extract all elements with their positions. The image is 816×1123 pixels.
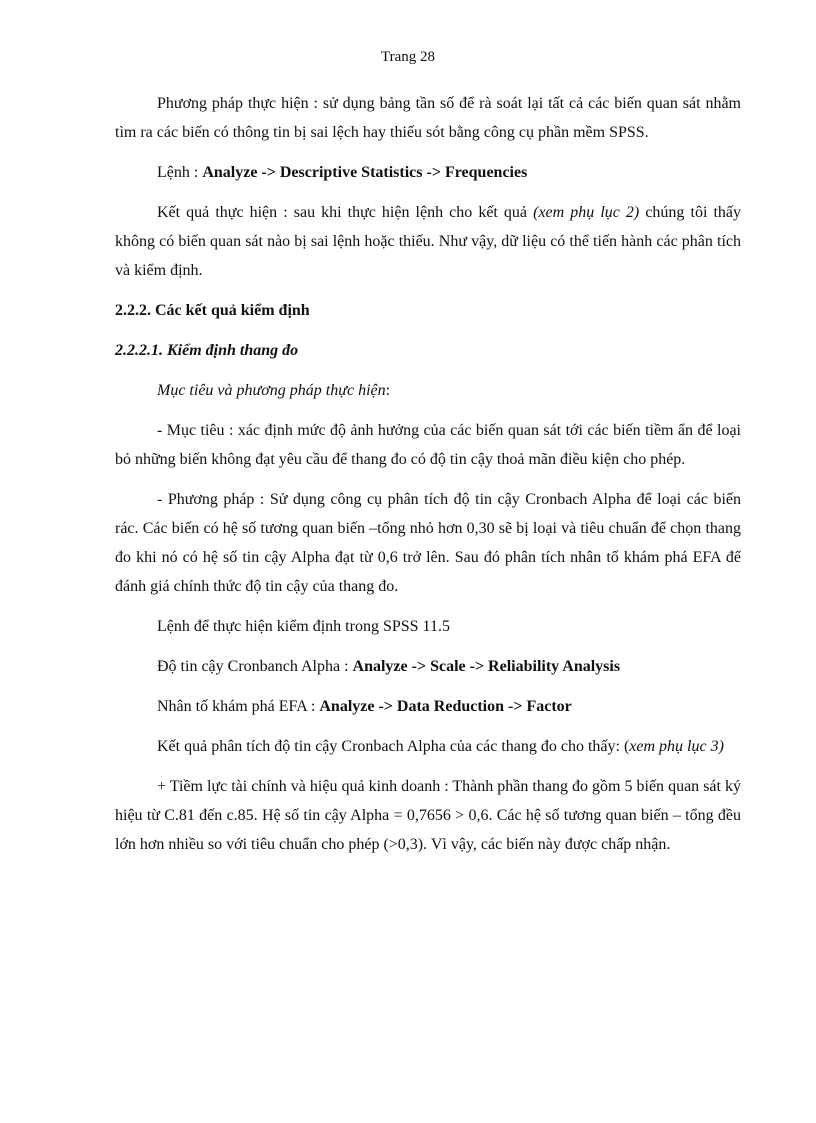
paragraph-objective-heading — [115, 376, 741, 405]
paragraph-method: Phương pháp thực hiện : sử dụng bảng tần số để rà soát lại tất cả các biến quan sát nhằm tìm ra các biến có thông tin bị sai lệch hay thiếu sót bằng công cụ phần mềm SPSS. — [115, 95, 741, 141]
section-heading: 2.2.2. Các kết quả kiểm định — [115, 302, 310, 319]
page-body — [115, 89, 741, 870]
efa-path: Analyze -> Data Reduction -> Factor — [319, 698, 572, 715]
result-text-end: chúng tôi thấy không có biến quan sát nào bị sai lệnh hoặc thiếu. Như vậy, dữ liệu có thể tiến hành các phân tích và kiểm định. — [115, 204, 741, 279]
result-text-start: Kết quả thực hiện : sau khi thực hiện lệnh cho kết quả — [157, 204, 534, 221]
cronbach-path: Analyze -> Scale -> Reliability Analysis — [352, 658, 621, 675]
paragraph-cronbach-command — [115, 652, 741, 681]
page-number: Trang 28 — [380, 49, 436, 65]
paragraph-cronbach-result — [115, 732, 741, 761]
cronbach-result-text: Kết quả phân tích độ tin cậy Cronbach Alpha của các thang đo cho thấy: ( — [157, 738, 630, 755]
subsection-heading: 2.2.2.1. Kiểm định thang đo — [115, 342, 299, 359]
paragraph-efa-command — [115, 692, 741, 721]
paragraph-approach: - Phương pháp : Sử dụng công cụ phân tích độ tin cậy Cronbach Alpha để loại các biến rác. Các biến có hệ số tương quan biến –tổng nhỏ hơn 0,30 sẽ bị loại và tiêu chuẩn để chọn thang đo khi nó có hệ số tin cậy Alpha đạt từ 0,6 trở lên. Sau đó phân tích nhân tố khám phá EFA để đánh giá chính thức độ tin cậy của thang đo. — [115, 491, 741, 595]
paragraph-result — [115, 198, 741, 285]
paragraph-command-frequencies — [115, 158, 741, 187]
efa-label: Nhân tố khám phá EFA : — [157, 698, 320, 715]
cronbach-label: Độ tin cậy Cronbanch Alpha : — [157, 658, 353, 675]
appendix-3-reference: xem phụ lục 3) — [629, 738, 724, 755]
paragraph-objective: - Mục tiêu : xác định mức độ ảnh hưởng của các biến quan sát tới các biến tiềm ẩn để loại bỏ những biến không đạt yêu cầu để thang đo có độ tin cậy thoả mãn điều kiện cho phép. — [115, 422, 741, 468]
paragraph-financial-potential: + Tiềm lực tài chính và hiệu quả kinh doanh : Thành phần thang đo gồm 5 biến quan sát ký hiệu từ C.81 đến c.85. Hệ số tin cậy Alpha = 0,7656 > 0,6. Các hệ số tương quan biến – tổng đều lớn hơn nhiều so với tiêu chuẩn cho phép (>0,3). Vì vậy, các biến này được chấp nhận. — [115, 778, 741, 853]
appendix-reference: (xem phụ lục 2) — [533, 204, 640, 221]
objective-heading-text: Mục tiêu và phương pháp thực hiện — [157, 382, 386, 399]
objective-heading-colon: : — [385, 382, 391, 399]
command-path: Analyze -> Descriptive Statistics -> Frequencies — [202, 164, 528, 181]
command-label: Lệnh : — [157, 164, 203, 181]
paragraph-spss-command: Lệnh để thực hiện kiểm định trong SPSS 11.5 — [157, 618, 450, 635]
